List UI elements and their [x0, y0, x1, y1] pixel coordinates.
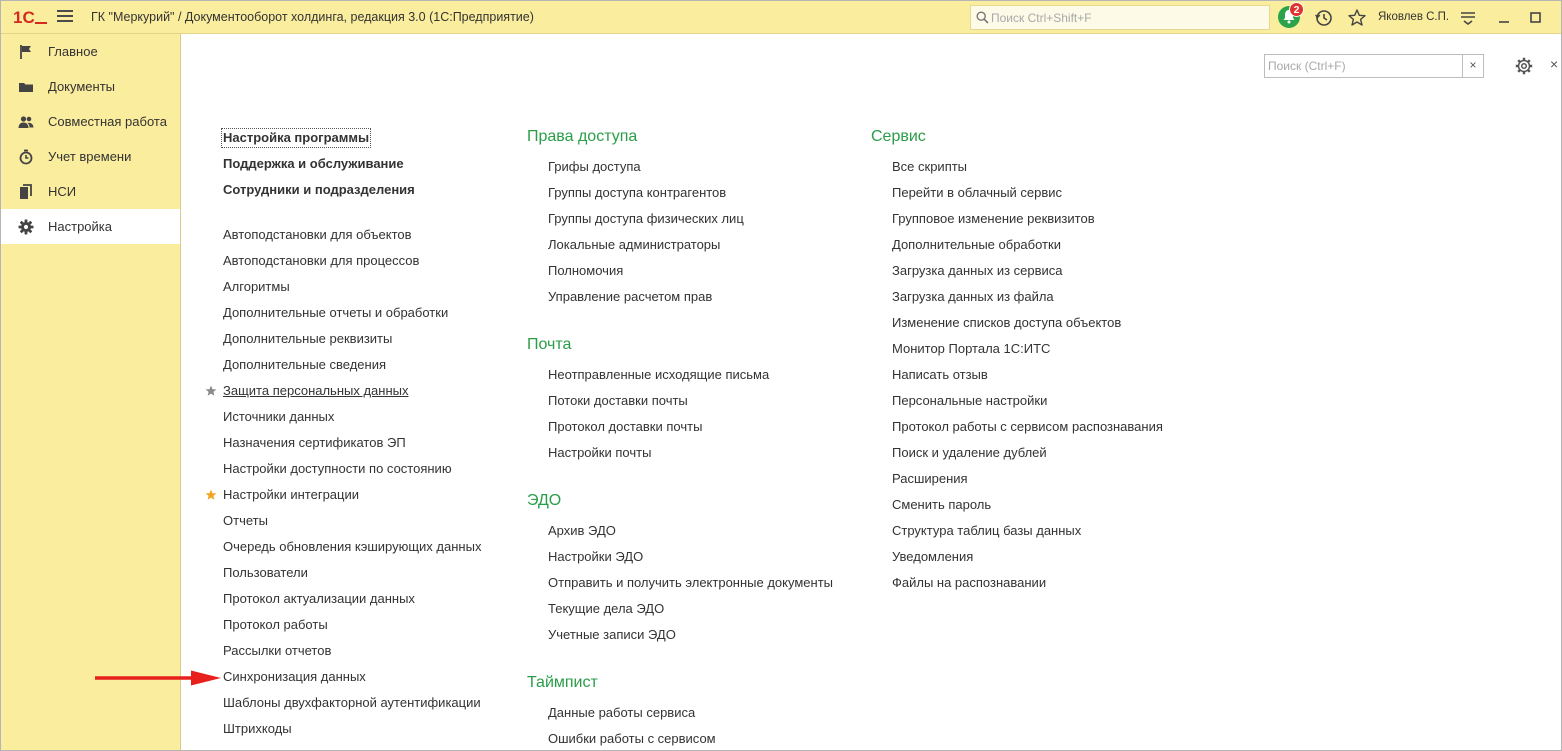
red-arrow-annotation-icon [95, 670, 225, 686]
link-item[interactable]: Дополнительные обработки [892, 237, 1061, 252]
panel-settings-gear-icon[interactable] [1515, 57, 1533, 75]
link-item[interactable]: Отчеты [223, 513, 268, 528]
link-item[interactable]: Грифы доступа [548, 159, 641, 174]
notifications-count-badge: 2 [1289, 2, 1304, 17]
settings-panel [182, 34, 1561, 751]
section-title-access: Права доступа [527, 128, 638, 145]
link-item[interactable]: Протокол работы с сервисом распознавания [892, 419, 1163, 434]
favorites-star-icon[interactable] [1347, 8, 1367, 28]
link-item[interactable]: Настройки доступности по состоянию [223, 461, 452, 476]
link-item[interactable]: Отправить и получить электронные документы [548, 575, 833, 590]
link-item[interactable]: Автоподстановки для процессов [223, 253, 420, 268]
link-item[interactable]: Поиск и удаление дублей [892, 445, 1047, 460]
link-item[interactable]: Пользователи [223, 565, 308, 580]
sidebar-item-documents[interactable] [1, 69, 180, 104]
menu-icon[interactable] [57, 10, 73, 24]
link-program-settings[interactable]: Настройка программы [223, 130, 370, 145]
link-data-sync[interactable]: Синхронизация данных [223, 669, 366, 684]
link-item[interactable]: Группы доступа контрагентов [548, 185, 727, 200]
current-user[interactable]: Яковлев С.П. [1378, 11, 1450, 23]
link-item[interactable]: Расширения [892, 471, 968, 486]
section-title-service: Сервис [871, 128, 926, 145]
sidebar-item-main[interactable] [1, 34, 180, 69]
sidebar-item-label: Главное [48, 44, 98, 59]
panel-search[interactable] [1264, 54, 1484, 78]
link-item[interactable]: Сменить пароль [892, 497, 992, 512]
link-item[interactable]: Данные работы сервиса [548, 705, 696, 720]
link-item[interactable]: Потоки доставки почты [548, 393, 688, 408]
global-search-input[interactable] [991, 9, 1261, 27]
sidebar-item-settings[interactable] [1, 209, 180, 244]
link-item[interactable]: Изменение списков доступа объектов [892, 315, 1122, 330]
1c-logo-icon[interactable] [13, 8, 47, 26]
favorite-star-gray-icon[interactable] [205, 385, 217, 397]
sidebar-item-label: Совместная работа [48, 114, 167, 129]
folder-icon [18, 79, 34, 95]
link-item[interactable]: Штрихкоды [223, 721, 292, 736]
main-menu-icon[interactable] [1458, 8, 1478, 28]
sidebar-item-label: Документы [48, 79, 116, 94]
panel-search-input[interactable] [1268, 58, 1458, 74]
sidebar-item-label: НСИ [48, 184, 77, 199]
link-item[interactable]: Монитор Портала 1С:ИТС [892, 341, 1051, 356]
link-integration-settings[interactable]: Настройки интеграции [223, 487, 360, 502]
link-item[interactable]: Протокол работы [223, 617, 328, 632]
section-title-edo: ЭДО [527, 492, 562, 509]
link-item[interactable]: Источники данных [223, 409, 335, 424]
gear-icon [18, 219, 34, 235]
search-icon [976, 11, 989, 24]
link-item[interactable]: Управление расчетом прав [548, 289, 713, 304]
maximize-icon[interactable] [1526, 8, 1546, 28]
link-item[interactable]: Дополнительные реквизиты [223, 331, 393, 346]
link-support-maintenance[interactable]: Поддержка и обслуживание [223, 156, 404, 171]
link-item[interactable]: Протокол доставки почты [548, 419, 703, 434]
link-item[interactable]: Дополнительные отчеты и обработки [223, 305, 449, 320]
link-item[interactable]: Локальные администраторы [548, 237, 721, 252]
link-item[interactable]: Назначения сертификатов ЭП [223, 435, 406, 450]
link-item[interactable]: Настройки ЭДО [548, 549, 644, 564]
sidebar-item-nsi[interactable] [1, 174, 180, 209]
history-icon[interactable] [1314, 8, 1334, 28]
link-item[interactable]: Алгоритмы [223, 279, 290, 294]
link-item[interactable]: Структура таблиц базы данных [892, 523, 1082, 538]
global-search[interactable] [970, 5, 1270, 30]
link-item[interactable]: Текущие дела ЭДО [548, 601, 665, 616]
sidebar-item-label: Настройка [48, 219, 112, 234]
flag-icon [18, 44, 34, 60]
link-item[interactable]: Архив ЭДО [548, 523, 616, 538]
sidebar-item-collaboration[interactable] [1, 104, 180, 139]
link-item[interactable]: Загрузка данных из сервиса [892, 263, 1063, 278]
window-title: ГК "Меркурий" / Документооборот холдинга, редакция 3.0 (1С:Предприятие) [91, 10, 534, 24]
link-item[interactable]: Шаблоны двухфакторной аутентификации [223, 695, 481, 710]
sidebar-item-label: Учет времени [48, 149, 132, 164]
title-bar [1, 1, 1561, 34]
link-item[interactable]: Очередь обновления кэширующих данных [223, 539, 482, 554]
link-employees-departments[interactable]: Сотрудники и подразделения [223, 182, 415, 197]
sidebar-item-time-tracking[interactable] [1, 139, 180, 174]
link-item[interactable]: Ошибки работы с сервисом [548, 731, 716, 746]
section-title-timeist: Таймпист [527, 674, 598, 691]
sections-panel [1, 34, 181, 751]
link-item[interactable]: Протокол актуализации данных [223, 591, 415, 606]
clear-search-button[interactable]: × [1462, 55, 1483, 77]
book-icon [18, 184, 34, 200]
svg-text:1С: 1С [13, 8, 35, 26]
close-panel-button[interactable]: × [1550, 56, 1559, 72]
link-personal-data-protection[interactable]: Защита персональных данных [223, 383, 409, 398]
minimize-icon[interactable] [1494, 8, 1514, 28]
link-item[interactable]: Автоподстановки для объектов [223, 227, 412, 242]
timer-icon [18, 149, 34, 165]
link-item[interactable]: Полномочия [548, 263, 624, 278]
link-item[interactable]: Уведомления [892, 549, 974, 564]
section-title-mail: Почта [527, 336, 572, 353]
link-item[interactable]: Рассылки отчетов [223, 643, 332, 658]
link-item[interactable]: Написать отзыв [892, 367, 988, 382]
link-item[interactable]: Группы доступа физических лиц [548, 211, 744, 226]
favorite-star-gold-icon[interactable] [205, 489, 217, 501]
link-item[interactable]: Неотправленные исходящие письма [548, 367, 770, 382]
link-item[interactable]: Групповое изменение реквизитов [892, 211, 1095, 226]
link-item[interactable]: Все скрипты [892, 159, 968, 174]
link-item[interactable]: Файлы на распознавании [892, 575, 1047, 590]
link-item[interactable]: Персональные настройки [892, 393, 1048, 408]
link-item[interactable]: Перейти в облачный сервис [892, 185, 1063, 200]
link-item[interactable]: Учетные записи ЭДО [548, 627, 676, 642]
users-icon [18, 114, 34, 130]
link-item[interactable]: Дополнительные сведения [223, 357, 387, 372]
link-item[interactable]: Настройки почты [548, 445, 652, 460]
link-item[interactable]: Загрузка данных из файла [892, 289, 1054, 304]
